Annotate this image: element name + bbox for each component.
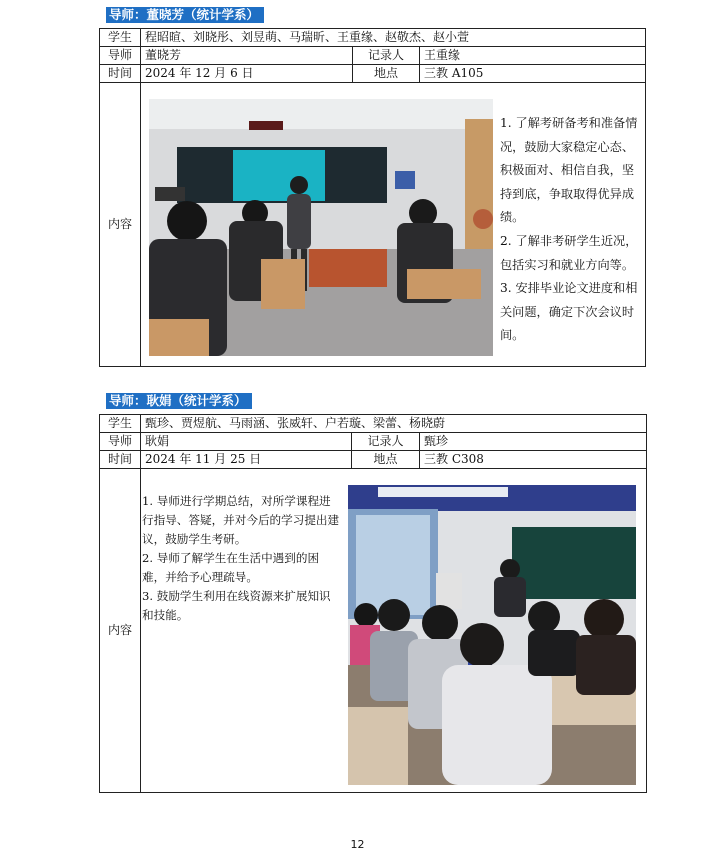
content-item: 2. 了解非考研学生近况，包括实习和就业方向等。 bbox=[500, 233, 638, 272]
meeting-photo bbox=[149, 99, 493, 356]
section-title: 导师：耿娟（统计学系） bbox=[106, 393, 252, 409]
recorder-value: 王重缘 bbox=[420, 47, 646, 65]
place-value: 三教 A105 bbox=[420, 65, 646, 83]
recorder-value: 甄珍 bbox=[420, 433, 647, 451]
place-label: 地点 bbox=[353, 65, 420, 83]
students-value: 程昭暄、刘晓彤、刘昱萌、马瑞昕、王重缘、赵敬杰、赵小萱 bbox=[141, 29, 646, 47]
content-item: 1. 了解考研备考和准备情况，鼓励大家稳定心态、积极面对、相信自我，坚持到底，争取取得优异成绩。 bbox=[500, 116, 638, 225]
time-value: 2024 年 11 月 25 日 bbox=[141, 451, 352, 469]
content-label: 内容 bbox=[100, 469, 141, 793]
mentor-label: 导师 bbox=[100, 433, 141, 451]
place-label: 地点 bbox=[352, 451, 420, 469]
content-item: 3. 安排毕业论文进度和相关问题，确定下次会议时间。 bbox=[500, 281, 638, 343]
students-label: 学生 bbox=[100, 29, 141, 47]
students-value: 甄珍、贾煜航、马雨涵、张威轩、户若璇、梁蕾、杨晓蔚 bbox=[141, 415, 647, 433]
time-label: 时间 bbox=[100, 65, 141, 83]
recorder-label: 记录人 bbox=[352, 433, 420, 451]
content-item: 2. 导师了解学生在生活中遇到的困难，并给予心理疏导。 bbox=[142, 551, 320, 584]
time-value: 2024 年 12 月 6 日 bbox=[141, 65, 353, 83]
content-item: 3. 鼓励学生利用在线资源来扩展知识和技能。 bbox=[142, 589, 331, 622]
time-label: 时间 bbox=[100, 451, 141, 469]
recorder-label: 记录人 bbox=[353, 47, 420, 65]
content-label: 内容 bbox=[100, 83, 141, 367]
content-text bbox=[500, 112, 640, 348]
content-text bbox=[142, 492, 340, 625]
mentor-value: 董晓芳 bbox=[141, 47, 353, 65]
mentor-label: 导师 bbox=[100, 47, 141, 65]
place-value: 三教 C308 bbox=[420, 451, 647, 469]
mentor-value: 耿娟 bbox=[141, 433, 352, 451]
content-item: 1. 导师进行学期总结，对所学课程进行指导、答疑，并对今后的学习提出建议，鼓励学生考研。 bbox=[142, 494, 340, 546]
page-number: 12 bbox=[350, 838, 365, 851]
classroom-photo bbox=[348, 485, 636, 785]
students-label: 学生 bbox=[100, 415, 141, 433]
section-title: 导师：董晓芳（统计学系） bbox=[106, 7, 264, 23]
